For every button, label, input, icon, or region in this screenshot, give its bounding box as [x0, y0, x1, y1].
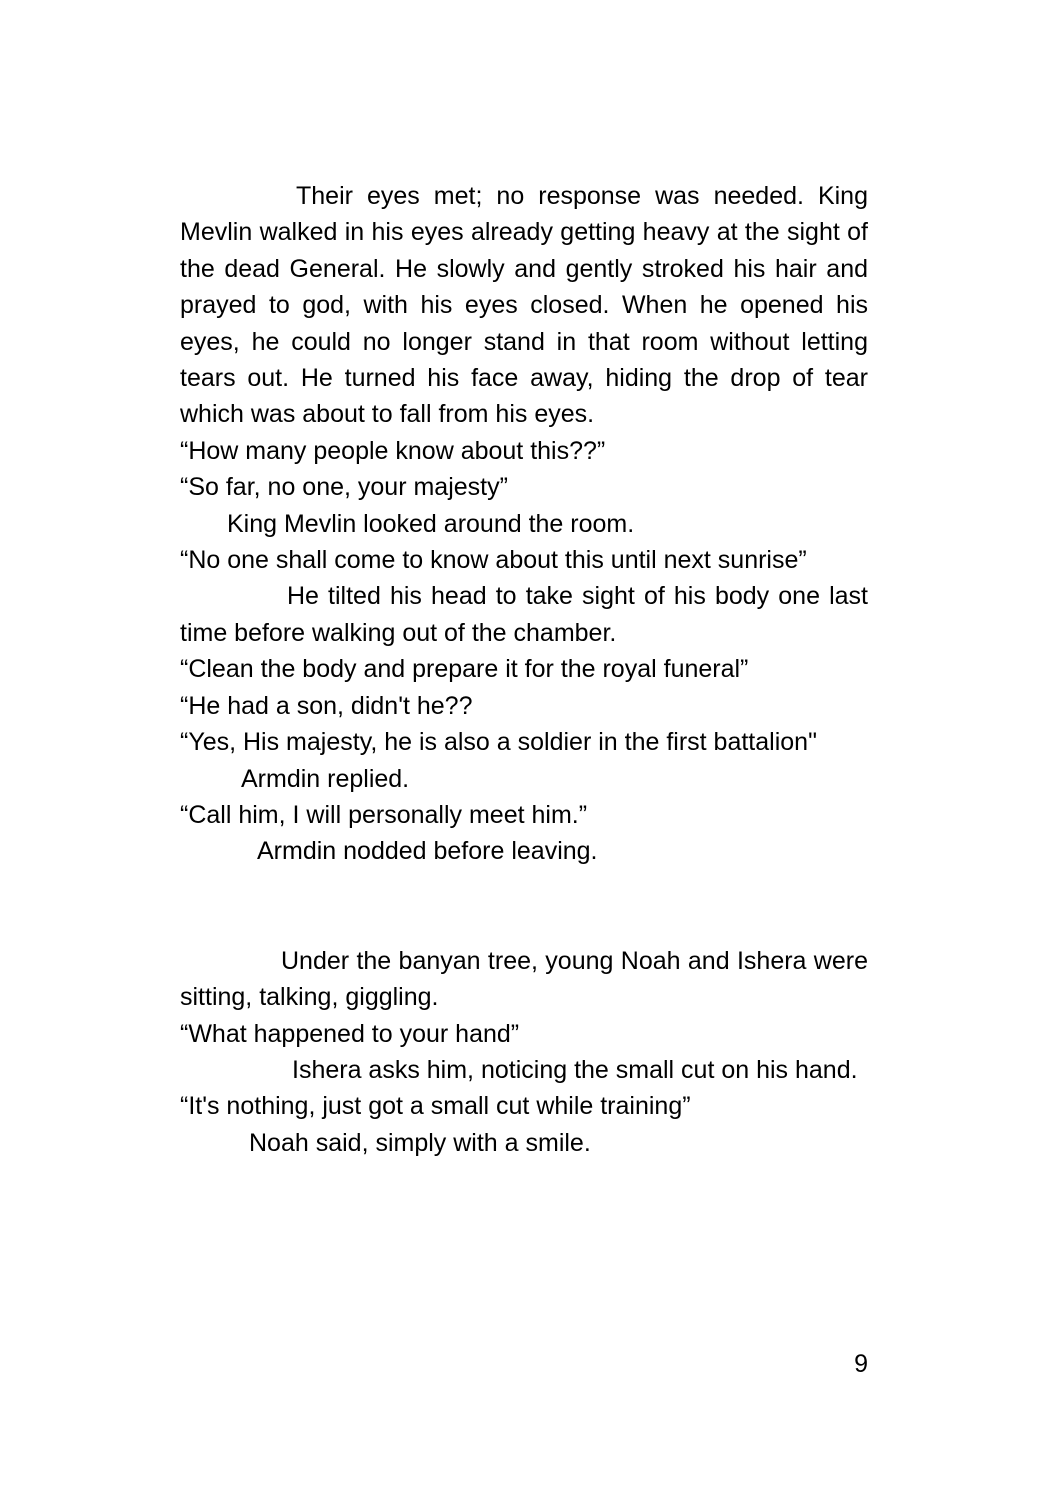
dialogue-line: “No one shall come to know about this until next sunrise”: [180, 546, 807, 575]
narrative-paragraph: Their eyes met; no response was needed. King Mevlin walked in his eyes already getting heavy at the sight of the dead General. He slowly and gently stroked his hair and prayed to god, with his eyes closed. When he opened his eyes, he could no longer stand in that room without letting tears out. He turned his face away, hiding the drop of tear which was about to fall from his eyes.: [180, 182, 868, 429]
dialogue-line: “Yes, His majesty, he is also a soldier in the first battalion": [180, 728, 817, 757]
narrative-line: Armdin replied.: [241, 764, 410, 793]
dialogue-line: “What happened to your hand”: [180, 1019, 520, 1048]
dialogue-line: “How many people know about this??”: [180, 436, 606, 465]
narrative-line: Noah said, simply with a smile.: [249, 1128, 591, 1157]
narrative-paragraph: Under the banyan tree, young Noah and Ishera were sitting, talking, giggling.: [180, 946, 868, 1012]
dialogue-line: “Call him, I will personally meet him.”: [180, 800, 588, 829]
narrative-paragraph: Ishera asks him, noticing the small cut on his hand.: [292, 1055, 858, 1084]
narrative-line: Armdin nodded before leaving.: [257, 837, 598, 866]
dialogue-line: “It's nothing, just got a small cut while training”: [180, 1092, 691, 1121]
narrative-paragraph: He tilted his head to take sight of his body one last time before walking out of the chamber.: [180, 582, 868, 647]
scene-break: [180, 870, 868, 943]
dialogue-line: “Clean the body and prepare it for the royal funeral”: [180, 655, 749, 684]
dialogue-line: “He had a son, didn't he??: [180, 691, 473, 720]
dialogue-line: “So far, no one, your majesty”: [180, 473, 508, 502]
narrative-line: King Mevlin looked around the room.: [227, 509, 635, 538]
page-body: [180, 178, 868, 1161]
page-number: 9: [854, 1350, 868, 1378]
